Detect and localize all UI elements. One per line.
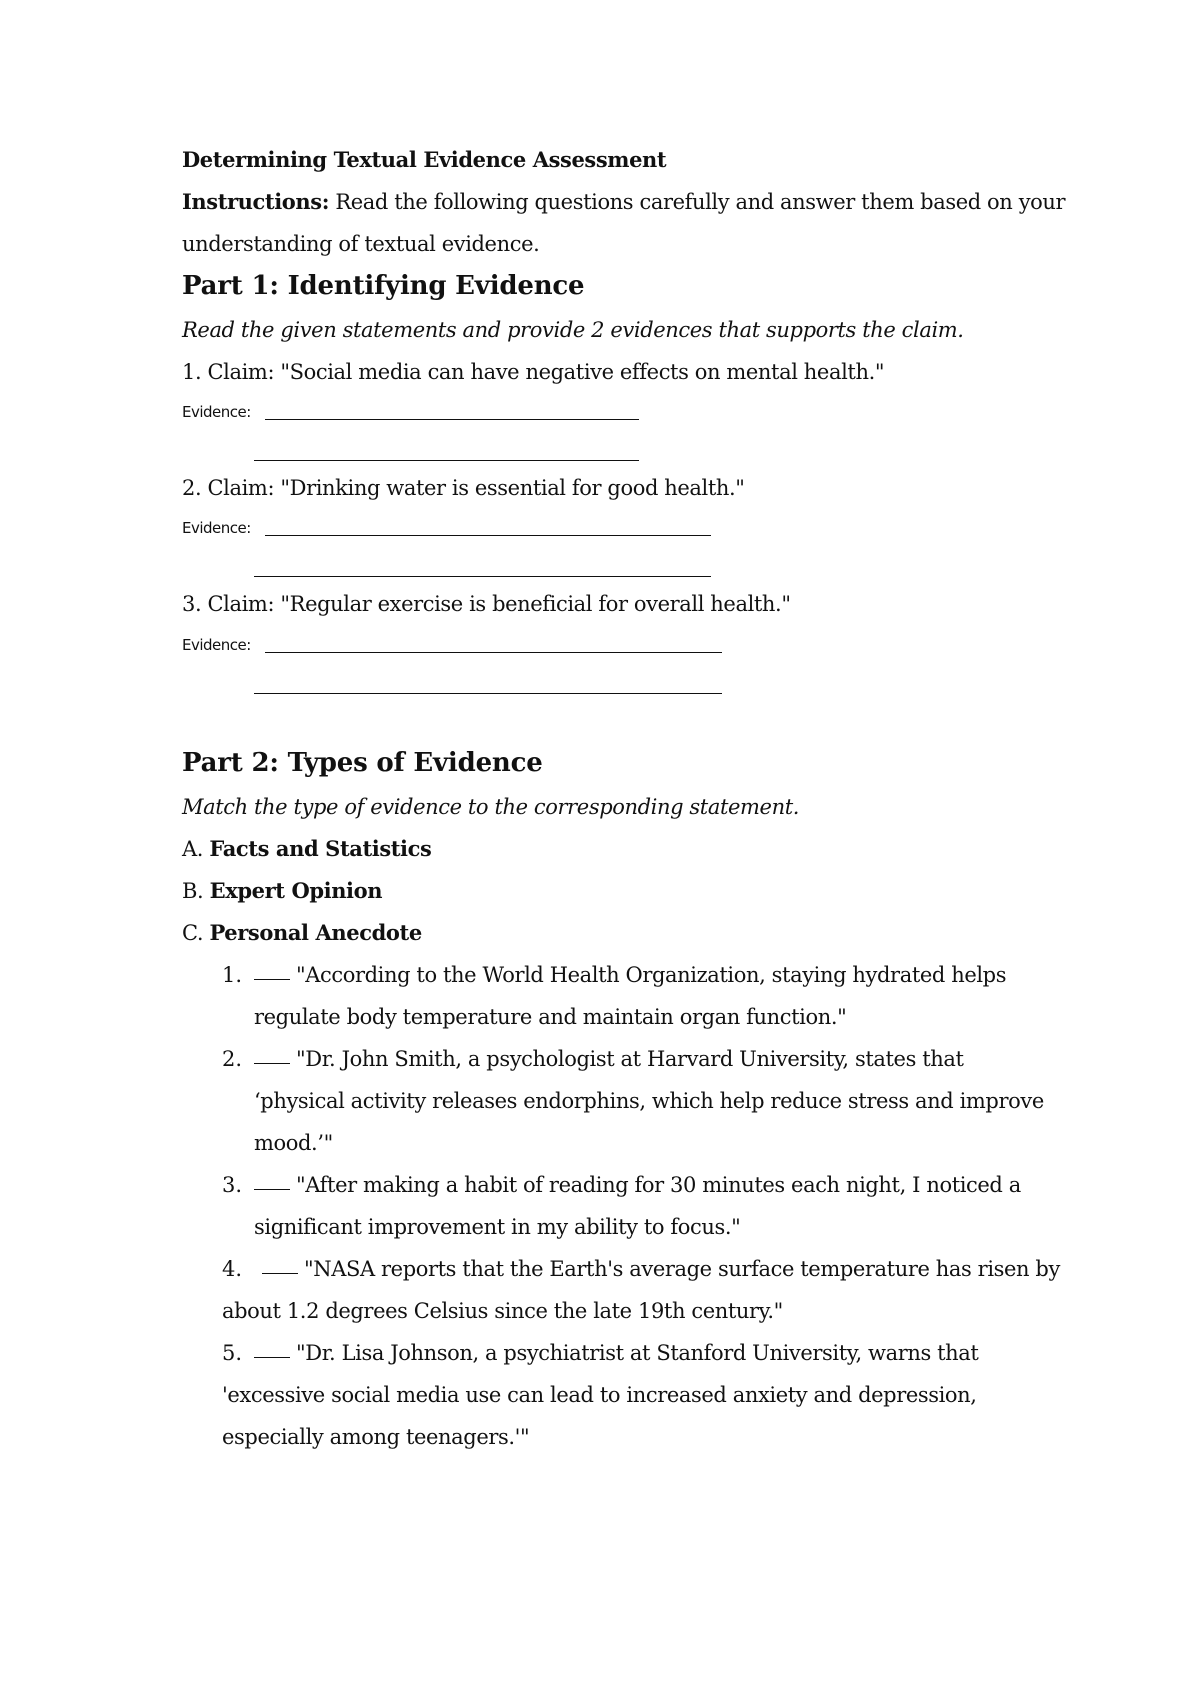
part2-heading: Part 2: Types of Evidence	[182, 748, 543, 778]
evidence-3-blank-b[interactable]	[254, 693, 722, 694]
option-b	[182, 877, 382, 905]
item-1-line-2: regulate body temperature and maintain organ function."	[254, 1005, 847, 1029]
instructions-label: Instructions:	[182, 189, 330, 214]
instructions-line-2: understanding of textual evidence.	[182, 232, 540, 256]
item-4-text-1: "NASA reports that the Earth's average surface temperature has risen by	[304, 1257, 1060, 1281]
item-5-text-1: "Dr. Lisa Johnson, a psychiatrist at Stanford University, warns that	[296, 1341, 979, 1365]
option-b-letter: B.	[182, 879, 204, 903]
evidence-3-blank-a[interactable]	[265, 652, 722, 653]
item-2-line-1	[254, 1045, 964, 1073]
item-2-text-1: "Dr. John Smith, a psychologist at Harvard University, states that	[296, 1047, 964, 1071]
item-3-line-1	[254, 1171, 1021, 1199]
evidence-label-3: Evidence:	[182, 636, 251, 654]
evidence-label-1: Evidence:	[182, 403, 251, 421]
item-3-answer-blank[interactable]	[254, 1189, 290, 1190]
item-3-line-2: significant improvement in my ability to focus."	[254, 1215, 741, 1239]
item-5-line-2: 'excessive social media use can lead to increased anxiety and depression,	[222, 1383, 977, 1407]
evidence-label-2: Evidence:	[182, 519, 251, 537]
claim-1: 1. Claim: "Social media can have negative effects on mental health."	[182, 360, 885, 384]
item-4-answer-blank[interactable]	[262, 1273, 298, 1274]
item-4-line-2: about 1.2 degrees Celsius since the late 19th century."	[222, 1299, 783, 1323]
item-5-line-1	[254, 1339, 978, 1367]
item-5-number: 5.	[222, 1341, 243, 1365]
item-2-line-2: ‘physical activity releases endorphins, which help reduce stress and improve	[254, 1089, 1044, 1113]
part1-directions: Read the given statements and provide 2 evidences that supports the claim.	[182, 318, 964, 342]
item-2-line-3: mood.’"	[254, 1131, 333, 1155]
item-4-line-1	[262, 1255, 1060, 1283]
item-5-line-3: especially among teenagers.'"	[222, 1425, 530, 1449]
item-1-answer-blank[interactable]	[254, 979, 290, 980]
document-title: Determining Textual Evidence Assessment	[182, 147, 667, 172]
claim-3: 3. Claim: "Regular exercise is beneficial for overall health."	[182, 592, 791, 616]
option-a-letter: A.	[182, 837, 204, 861]
item-3-number: 3.	[222, 1173, 243, 1197]
item-1-line-1	[254, 961, 1006, 989]
evidence-1-blank-b[interactable]	[254, 460, 639, 461]
evidence-1-blank-a[interactable]	[265, 419, 639, 420]
part1-heading: Part 1: Identifying Evidence	[182, 271, 585, 301]
item-3-text-1: "After making a habit of reading for 30 minutes each night, I noticed a	[296, 1173, 1021, 1197]
evidence-2-blank-b[interactable]	[254, 576, 711, 577]
option-a-label: Facts and Statistics	[209, 836, 432, 861]
option-c	[182, 919, 422, 947]
option-b-label: Expert Opinion	[209, 878, 383, 903]
option-c-letter: C.	[182, 921, 204, 945]
item-4-number: 4.	[222, 1257, 243, 1281]
item-5-answer-blank[interactable]	[254, 1357, 290, 1358]
part2-directions: Match the type of evidence to the corresponding statement.	[182, 795, 800, 819]
item-2-answer-blank[interactable]	[254, 1063, 290, 1064]
item-1-text-1: "According to the World Health Organization, staying hydrated helps	[296, 963, 1007, 987]
instructions-line-1	[182, 188, 1065, 216]
evidence-2-blank-a[interactable]	[265, 535, 711, 536]
item-2-number: 2.	[222, 1047, 243, 1071]
claim-2: 2. Claim: "Drinking water is essential for good health."	[182, 476, 745, 500]
option-c-label: Personal Anecdote	[209, 920, 422, 945]
instructions-text: Read the following questions carefully and answer them based on your	[335, 190, 1066, 214]
item-1-number: 1.	[222, 963, 243, 987]
option-a	[182, 835, 431, 863]
